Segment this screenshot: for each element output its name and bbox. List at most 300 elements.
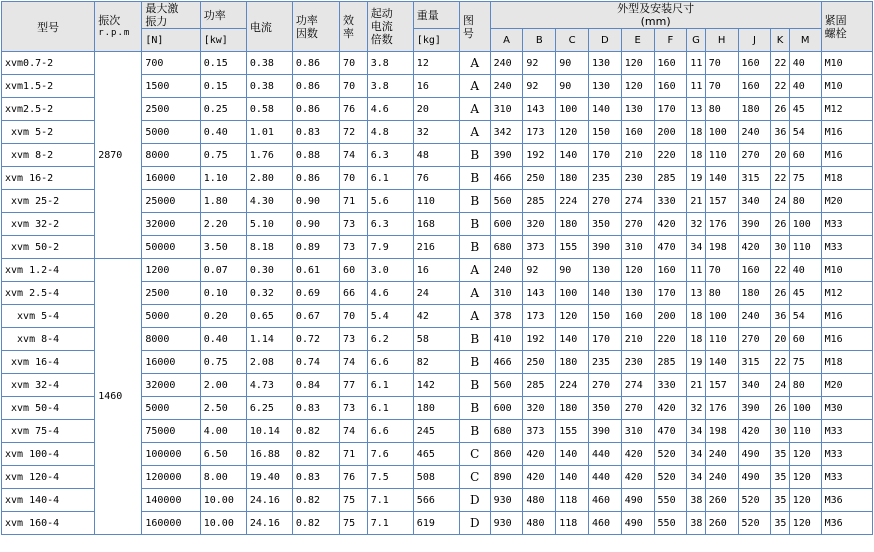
cell-dim-k: 35 — [771, 489, 789, 512]
cell-dim-e: 420 — [621, 443, 654, 466]
header-dimensions-title: 外型及安装尺寸 — [617, 2, 695, 15]
cell-dim-k: 26 — [771, 98, 789, 121]
cell-dim-m: 75 — [789, 167, 821, 190]
cell-dim-m: 40 — [789, 52, 821, 75]
cell-dim-e: 310 — [621, 420, 654, 443]
cell-dim-h: 70 — [705, 52, 738, 75]
cell-current: 2.08 — [246, 351, 292, 374]
header-vibration-rate — [95, 2, 142, 52]
cell-dim-a: 310 — [490, 98, 523, 121]
cell-dim-g: 13 — [687, 98, 705, 121]
cell-dim-j: 270 — [738, 144, 771, 167]
cell-dim-c: 155 — [556, 420, 589, 443]
cell-start-ratio: 4.6 — [367, 98, 413, 121]
cell-efficiency: 74 — [340, 351, 368, 374]
cell-dim-e: 210 — [621, 328, 654, 351]
header-max-force-unit: [N] — [142, 29, 200, 52]
cell-model: xvm 16-4 — [2, 351, 95, 374]
header-dim-a: A — [490, 29, 523, 52]
cell-power-factor: 0.88 — [292, 144, 339, 167]
cell-dim-d: 350 — [588, 213, 621, 236]
cell-dim-h: 260 — [705, 489, 738, 512]
cell-dim-b: 320 — [523, 397, 556, 420]
cell-dim-a: 560 — [490, 190, 523, 213]
cell-dim-c: 180 — [556, 351, 589, 374]
cell-start-ratio: 3.8 — [367, 75, 413, 98]
cell-dim-b: 250 — [523, 351, 556, 374]
cell-dim-g: 11 — [687, 259, 705, 282]
cell-dim-d: 140 — [588, 282, 621, 305]
cell-power-factor: 0.69 — [292, 282, 339, 305]
cell-current: 0.65 — [246, 305, 292, 328]
cell-dim-b: 250 — [523, 167, 556, 190]
cell-weight: 16 — [413, 75, 459, 98]
cell-dim-k: 30 — [771, 236, 789, 259]
cell-model: xvm 25-2 — [2, 190, 95, 213]
cell-figure: B — [459, 351, 490, 374]
cell-dim-a: 466 — [490, 167, 523, 190]
cell-power-factor: 0.72 — [292, 328, 339, 351]
cell-dim-f: 170 — [654, 282, 687, 305]
cell-dim-f: 420 — [654, 397, 687, 420]
cell-model: xvm 160-4 — [2, 512, 95, 535]
cell-model: xvm 140-4 — [2, 489, 95, 512]
cell-dim-b: 173 — [523, 121, 556, 144]
cell-start-ratio: 5.6 — [367, 190, 413, 213]
cell-dim-f: 550 — [654, 489, 687, 512]
cell-dim-b: 373 — [523, 420, 556, 443]
cell-dim-m: 45 — [789, 282, 821, 305]
header-vibration-rate-label: 振次 — [98, 13, 121, 27]
cell-power-factor: 0.90 — [292, 190, 339, 213]
cell-dim-a: 240 — [490, 52, 523, 75]
cell-dim-b: 173 — [523, 305, 556, 328]
cell-dim-d: 150 — [588, 121, 621, 144]
cell-efficiency: 73 — [340, 328, 368, 351]
cell-figure: A — [459, 121, 490, 144]
cell-current: 0.38 — [246, 52, 292, 75]
cell-dim-e: 130 — [621, 282, 654, 305]
cell-dim-a: 310 — [490, 282, 523, 305]
cell-dim-k: 24 — [771, 190, 789, 213]
cell-dim-g: 11 — [687, 52, 705, 75]
cell-power: 0.15 — [200, 52, 246, 75]
cell-max-force: 120000 — [142, 466, 200, 489]
cell-dim-a: 466 — [490, 351, 523, 374]
cell-dim-b: 285 — [523, 374, 556, 397]
cell-power: 2.00 — [200, 374, 246, 397]
cell-bolt: M12 — [821, 282, 872, 305]
header-power-factor-line1: 功率 — [295, 13, 318, 27]
cell-weight: 20 — [413, 98, 459, 121]
cell-power-factor: 0.67 — [292, 305, 339, 328]
cell-dim-k: 24 — [771, 374, 789, 397]
cell-dim-e: 274 — [621, 374, 654, 397]
cell-dim-f: 170 — [654, 98, 687, 121]
motor-spec-table — [1, 1, 873, 535]
cell-bolt: M36 — [821, 489, 872, 512]
cell-dim-g: 38 — [687, 489, 705, 512]
cell-weight: 619 — [413, 512, 459, 535]
cell-dim-h: 240 — [705, 466, 738, 489]
cell-dim-g: 18 — [687, 144, 705, 167]
cell-max-force: 700 — [142, 52, 200, 75]
cell-efficiency: 73 — [340, 213, 368, 236]
cell-dim-h: 198 — [705, 236, 738, 259]
cell-dim-f: 330 — [654, 190, 687, 213]
header-efficiency — [340, 2, 368, 52]
cell-efficiency: 75 — [340, 489, 368, 512]
cell-current: 16.88 — [246, 443, 292, 466]
cell-efficiency: 73 — [340, 236, 368, 259]
cell-dim-m: 120 — [789, 466, 821, 489]
cell-dim-m: 80 — [789, 374, 821, 397]
cell-weight: 48 — [413, 144, 459, 167]
header-dim-j: J — [738, 29, 771, 52]
cell-dim-f: 220 — [654, 144, 687, 167]
header-start-line2: 电流 — [370, 20, 393, 33]
cell-power: 10.00 — [200, 489, 246, 512]
cell-dim-e: 120 — [621, 75, 654, 98]
cell-dim-g: 18 — [687, 121, 705, 144]
cell-dim-e: 160 — [621, 305, 654, 328]
cell-dim-g: 18 — [687, 305, 705, 328]
cell-weight: 216 — [413, 236, 459, 259]
cell-dim-j: 520 — [738, 489, 771, 512]
header-dim-k: K — [771, 29, 789, 52]
cell-dim-k: 35 — [771, 512, 789, 535]
cell-dim-k: 20 — [771, 328, 789, 351]
cell-dim-f: 200 — [654, 121, 687, 144]
cell-max-force: 1200 — [142, 259, 200, 282]
cell-dim-g: 34 — [687, 236, 705, 259]
cell-dim-c: 140 — [556, 328, 589, 351]
cell-current: 0.38 — [246, 75, 292, 98]
cell-figure: A — [459, 75, 490, 98]
cell-dim-a: 342 — [490, 121, 523, 144]
cell-max-force: 8000 — [142, 144, 200, 167]
cell-max-force: 16000 — [142, 167, 200, 190]
cell-current: 19.40 — [246, 466, 292, 489]
cell-dim-j: 340 — [738, 190, 771, 213]
cell-dim-c: 118 — [556, 489, 589, 512]
header-start-line3: 倍数 — [370, 33, 393, 46]
header-power-factor — [292, 2, 339, 52]
cell-bolt: M33 — [821, 443, 872, 466]
cell-weight: 566 — [413, 489, 459, 512]
cell-bolt: M16 — [821, 121, 872, 144]
cell-dim-k: 22 — [771, 259, 789, 282]
cell-dim-d: 440 — [588, 466, 621, 489]
header-dim-c: C — [556, 29, 589, 52]
cell-start-ratio: 7.6 — [367, 443, 413, 466]
cell-current: 0.30 — [246, 259, 292, 282]
cell-efficiency: 60 — [340, 259, 368, 282]
cell-bolt: M10 — [821, 75, 872, 98]
cell-dim-k: 20 — [771, 144, 789, 167]
cell-dim-h: 70 — [705, 259, 738, 282]
cell-dim-b: 480 — [523, 512, 556, 535]
cell-dim-f: 160 — [654, 259, 687, 282]
cell-dim-b: 420 — [523, 443, 556, 466]
cell-current: 6.25 — [246, 397, 292, 420]
cell-dim-b: 420 — [523, 466, 556, 489]
cell-dim-d: 270 — [588, 190, 621, 213]
cell-dim-j: 420 — [738, 420, 771, 443]
cell-dim-a: 600 — [490, 397, 523, 420]
cell-weight: 180 — [413, 397, 459, 420]
cell-dim-h: 100 — [705, 305, 738, 328]
cell-figure: B — [459, 420, 490, 443]
cell-power: 4.00 — [200, 420, 246, 443]
table-body — [2, 52, 873, 535]
cell-max-force: 32000 — [142, 374, 200, 397]
cell-start-ratio: 6.3 — [367, 144, 413, 167]
cell-power-factor: 0.83 — [292, 397, 339, 420]
cell-dim-h: 70 — [705, 75, 738, 98]
cell-model: xvm 2.5-4 — [2, 282, 95, 305]
header-power: 功率 — [200, 2, 246, 29]
cell-efficiency: 76 — [340, 98, 368, 121]
cell-dim-c: 100 — [556, 282, 589, 305]
cell-dim-h: 260 — [705, 512, 738, 535]
cell-weight: 24 — [413, 282, 459, 305]
cell-power: 8.00 — [200, 466, 246, 489]
cell-model: xvm1.5-2 — [2, 75, 95, 98]
cell-max-force: 8000 — [142, 328, 200, 351]
cell-dim-c: 224 — [556, 374, 589, 397]
cell-dim-e: 120 — [621, 52, 654, 75]
cell-dim-h: 80 — [705, 98, 738, 121]
cell-dim-d: 440 — [588, 443, 621, 466]
cell-dim-c: 120 — [556, 121, 589, 144]
cell-figure: A — [459, 282, 490, 305]
cell-dim-d: 140 — [588, 98, 621, 121]
cell-figure: A — [459, 305, 490, 328]
cell-dim-a: 410 — [490, 328, 523, 351]
cell-start-ratio: 3.0 — [367, 259, 413, 282]
cell-dim-h: 80 — [705, 282, 738, 305]
cell-current: 4.73 — [246, 374, 292, 397]
cell-model: xvm 5-2 — [2, 121, 95, 144]
header-start-line1: 起动 — [370, 7, 393, 20]
cell-current: 5.10 — [246, 213, 292, 236]
cell-dim-d: 460 — [588, 489, 621, 512]
cell-dim-k: 22 — [771, 351, 789, 374]
cell-dim-d: 170 — [588, 144, 621, 167]
header-dim-g: G — [687, 29, 705, 52]
cell-dim-b: 143 — [523, 282, 556, 305]
cell-dim-d: 390 — [588, 236, 621, 259]
cell-dim-k: 22 — [771, 167, 789, 190]
cell-power-factor: 0.61 — [292, 259, 339, 282]
header-max-force — [142, 2, 200, 29]
cell-figure: C — [459, 466, 490, 489]
cell-dim-j: 160 — [738, 52, 771, 75]
header-current: 电流 — [246, 2, 292, 52]
cell-power: 10.00 — [200, 512, 246, 535]
cell-dim-g: 19 — [687, 351, 705, 374]
cell-dim-e: 274 — [621, 190, 654, 213]
cell-bolt: M33 — [821, 466, 872, 489]
cell-dim-f: 160 — [654, 75, 687, 98]
cell-weight: 42 — [413, 305, 459, 328]
cell-dim-k: 22 — [771, 75, 789, 98]
cell-dim-f: 285 — [654, 351, 687, 374]
cell-start-ratio: 7.9 — [367, 236, 413, 259]
cell-dim-a: 240 — [490, 75, 523, 98]
cell-weight: 32 — [413, 121, 459, 144]
cell-max-force: 25000 — [142, 190, 200, 213]
header-model: 型号 — [2, 2, 95, 52]
cell-dim-h: 140 — [705, 167, 738, 190]
cell-power-factor: 0.86 — [292, 75, 339, 98]
cell-model: xvm 32-4 — [2, 374, 95, 397]
cell-weight: 142 — [413, 374, 459, 397]
header-dim-e: E — [621, 29, 654, 52]
cell-dim-e: 230 — [621, 351, 654, 374]
cell-current: 4.30 — [246, 190, 292, 213]
cell-power-factor: 0.90 — [292, 213, 339, 236]
cell-dim-a: 860 — [490, 443, 523, 466]
cell-dim-a: 930 — [490, 489, 523, 512]
header-max-force-line2: 振力 — [145, 15, 168, 28]
header-start-current-ratio — [367, 2, 413, 52]
cell-dim-k: 36 — [771, 121, 789, 144]
table-header — [2, 2, 873, 52]
cell-efficiency: 74 — [340, 144, 368, 167]
header-bolt — [821, 2, 872, 52]
cell-bolt: M33 — [821, 236, 872, 259]
cell-dim-d: 130 — [588, 75, 621, 98]
cell-dim-k: 26 — [771, 397, 789, 420]
cell-dim-c: 140 — [556, 144, 589, 167]
cell-power: 0.75 — [200, 144, 246, 167]
cell-weight: 12 — [413, 52, 459, 75]
cell-efficiency: 72 — [340, 121, 368, 144]
header-dimensions-unit: (mm) — [640, 15, 671, 28]
cell-dim-g: 34 — [687, 443, 705, 466]
cell-power-factor: 0.83 — [292, 466, 339, 489]
cell-dim-a: 680 — [490, 420, 523, 443]
cell-dim-j: 390 — [738, 213, 771, 236]
cell-dim-m: 110 — [789, 420, 821, 443]
cell-dim-c: 140 — [556, 466, 589, 489]
cell-dim-f: 160 — [654, 52, 687, 75]
cell-dim-h: 176 — [705, 213, 738, 236]
cell-dim-m: 60 — [789, 328, 821, 351]
cell-start-ratio: 6.3 — [367, 213, 413, 236]
cell-weight: 16 — [413, 259, 459, 282]
cell-max-force: 100000 — [142, 443, 200, 466]
cell-dim-j: 240 — [738, 305, 771, 328]
cell-efficiency: 70 — [340, 52, 368, 75]
cell-dim-m: 120 — [789, 443, 821, 466]
cell-dim-d: 390 — [588, 420, 621, 443]
cell-dim-m: 40 — [789, 259, 821, 282]
cell-dim-j: 180 — [738, 98, 771, 121]
cell-power-factor: 0.82 — [292, 420, 339, 443]
cell-weight: 508 — [413, 466, 459, 489]
cell-power-factor: 0.86 — [292, 167, 339, 190]
cell-current: 10.14 — [246, 420, 292, 443]
cell-dim-j: 180 — [738, 282, 771, 305]
cell-dim-k: 26 — [771, 282, 789, 305]
cell-efficiency: 77 — [340, 374, 368, 397]
cell-dim-d: 270 — [588, 374, 621, 397]
cell-power: 0.25 — [200, 98, 246, 121]
cell-dim-j: 520 — [738, 512, 771, 535]
cell-power: 3.50 — [200, 236, 246, 259]
cell-dim-m: 110 — [789, 236, 821, 259]
cell-figure: B — [459, 167, 490, 190]
cell-dim-e: 230 — [621, 167, 654, 190]
cell-bolt: M20 — [821, 190, 872, 213]
cell-bolt: M10 — [821, 259, 872, 282]
cell-bolt: M30 — [821, 397, 872, 420]
header-figure-line2: 号 — [462, 26, 474, 40]
cell-dim-j: 160 — [738, 75, 771, 98]
cell-dim-e: 130 — [621, 98, 654, 121]
cell-dim-f: 420 — [654, 213, 687, 236]
cell-dim-g: 32 — [687, 213, 705, 236]
cell-dim-a: 680 — [490, 236, 523, 259]
cell-dim-g: 21 — [687, 190, 705, 213]
cell-dim-f: 520 — [654, 466, 687, 489]
cell-dim-a: 890 — [490, 466, 523, 489]
cell-dim-e: 210 — [621, 144, 654, 167]
cell-model: xvm 100-4 — [2, 443, 95, 466]
cell-dim-g: 34 — [687, 466, 705, 489]
cell-power-factor: 0.74 — [292, 351, 339, 374]
header-efficiency-line1: 效 — [343, 13, 355, 27]
cell-dim-f: 200 — [654, 305, 687, 328]
cell-weight: 110 — [413, 190, 459, 213]
cell-dim-m: 80 — [789, 190, 821, 213]
cell-dim-c: 90 — [556, 52, 589, 75]
cell-dim-c: 90 — [556, 259, 589, 282]
cell-bolt: M16 — [821, 144, 872, 167]
cell-power-factor: 0.83 — [292, 121, 339, 144]
cell-model: xvm 16-2 — [2, 167, 95, 190]
cell-dim-c: 90 — [556, 75, 589, 98]
cell-max-force: 50000 — [142, 236, 200, 259]
cell-dim-d: 235 — [588, 351, 621, 374]
cell-bolt: M16 — [821, 305, 872, 328]
cell-dim-f: 470 — [654, 236, 687, 259]
cell-weight: 76 — [413, 167, 459, 190]
cell-dim-c: 180 — [556, 397, 589, 420]
cell-model: xvm 8-4 — [2, 328, 95, 351]
cell-dim-h: 100 — [705, 121, 738, 144]
cell-start-ratio: 6.1 — [367, 167, 413, 190]
cell-efficiency: 73 — [340, 397, 368, 420]
cell-power-factor: 0.82 — [292, 512, 339, 535]
cell-max-force: 1500 — [142, 75, 200, 98]
cell-max-force: 32000 — [142, 213, 200, 236]
table-row — [2, 52, 873, 75]
cell-dim-j: 270 — [738, 328, 771, 351]
cell-start-ratio: 4.8 — [367, 121, 413, 144]
cell-power-factor: 0.86 — [292, 52, 339, 75]
header-bolt-line1: 紧固 — [824, 13, 847, 27]
cell-dim-b: 192 — [523, 144, 556, 167]
cell-max-force: 2500 — [142, 282, 200, 305]
cell-max-force: 75000 — [142, 420, 200, 443]
cell-max-force: 2500 — [142, 98, 200, 121]
cell-dim-j: 420 — [738, 236, 771, 259]
cell-dim-j: 160 — [738, 259, 771, 282]
